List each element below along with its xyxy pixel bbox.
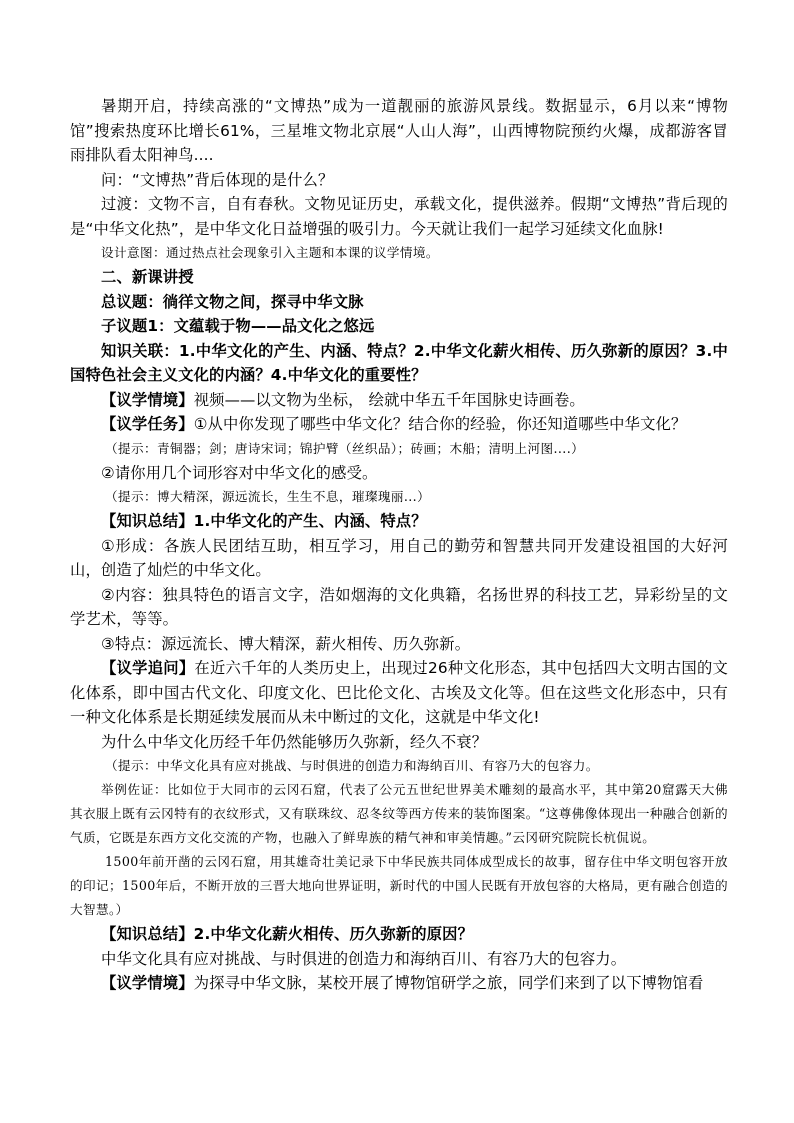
bold-text: 【议学任务】 [101, 415, 194, 433]
paragraph [70, 339, 728, 388]
text-run: 暑期开启，持续高涨的“文博热”成为一道靓丽的旅游风景线。数据显示，6月以来“博物馆”搜索热度环比增长61%，三星堆文物北京展“人山人海”，山西博物院预约火爆，成都游客冒雨排队看太阳神鸟.... [70, 97, 728, 164]
paragraph [70, 509, 728, 534]
text-run: 在近六千年的人类历史上，出现过26种文化形态，其中包括四大文明古国的文化体系，即中国古代文化、印度文化、巴比伦文化、古埃及文化等。但在这些文化形态中，只有一种文化体系是长期延续发展而从未中断过的文化，这就是中华文化! [70, 659, 728, 726]
paragraph [70, 922, 728, 947]
text-run: 为探寻中华文脉，某校开展了博物馆研学之旅，同学们来到了以下博物馆看 [193, 974, 704, 992]
paragraph [70, 971, 728, 996]
text-run: 举例佐证：比如位于大同市的云冈石窟，代表了公元五世纪世界美术雕刻的最高水平，其中第20窟露天大佛其衣服上既有云冈特有的衣纹形式，又有联珠纹、忍冬纹等西方传来的装饰图案。“这尊佛像体现出一种融合创新的气质，它既是东西方文化交流的产物，也融入了鲜卑族的精气神和审美情趣。”云冈研究院院长杭侃说。 [70, 782, 728, 845]
paragraph [70, 314, 728, 339]
paragraph [70, 437, 728, 461]
paragraph [70, 290, 728, 315]
paragraph [70, 583, 728, 632]
text-run: 视频——以文物为坐标， 绘就中华五千年国脉史诗画卷。 [193, 390, 585, 409]
text-run: ①形成：各族人民团结互助，相互学习，用自己的勤劳和智慧共同开发建设祖国的大好河山，创造了灿烂的中华文化。 [70, 536, 728, 579]
lesson-plan-body [70, 94, 728, 996]
paragraph [70, 754, 728, 778]
text-run: 为什么中华文化历经千年仍然能够历久弥新，经久不衰？ [101, 732, 488, 751]
text-run: 过渡：文物不言，自有春秋。文物见证历史，承载文化，提供滋养。假期“文博热”背后现的是“中华文化热”，是中华文化日益增强的吸引力。今天就让我们一起学习延续文化血脉! [70, 195, 728, 238]
text-run: ①从中你发现了哪些中华文化？结合你的经验，你还知道哪些中华文化？ [193, 415, 687, 433]
paragraph [70, 461, 728, 486]
bold-text: 【知识总结】2.中华文化薪火相传、历久弥新的原因？ [101, 925, 474, 943]
text-run: 1500年前开凿的云冈石窟，用其雄奇壮美记录下中华民族共同体成型成长的故事，留存住中华文明包容开放的印记；1500年后，不断开放的三晋大地向世界证明，新时代的中国人民既有开放包容的大格局，更有融合创造的大智慧。） [70, 854, 728, 917]
paragraph [70, 388, 728, 413]
paragraph [70, 241, 728, 265]
text-run: 设计意图：通过热点社会现象引入主题和本课的议学情境。 [101, 245, 439, 260]
bold-text: 【议学情境】 [101, 974, 194, 992]
paragraph [70, 485, 728, 509]
paragraph [70, 168, 728, 193]
paragraph [70, 947, 728, 972]
bold-text: 子议题1：文蕴载于物——品文化之悠远 [101, 317, 375, 335]
text-run: ②内容：独具特色的语言文字，浩如烟海的文化典籍，名扬世界的科技工艺，异彩纷呈的文学艺术，等等。 [70, 585, 728, 628]
paragraph [70, 192, 728, 241]
paragraph [70, 778, 728, 850]
paragraph [70, 534, 728, 583]
paragraph [70, 850, 728, 922]
bold-text: 知识关联：1.中华文化的产生、内涵、特点？2.中华文化薪火相传、历久弥新的原因？3.中国特色社会主义文化的内涵？4.中华文化的重要性？ [70, 341, 728, 384]
paragraph [70, 656, 728, 730]
paragraph [70, 632, 728, 657]
paragraph [70, 94, 728, 168]
paragraph [70, 265, 728, 290]
bold-text: 【议学情境】 [101, 390, 194, 409]
paragraph [70, 412, 728, 437]
text-run: ③特点：源远流长、博大精深，薪火相传、历久弥新。 [101, 634, 471, 653]
bold-text: 总议题：徜徉文物之间，探寻中华文脉 [101, 292, 364, 311]
text-run: （提示：中华文化具有应对挑战、与时俱进的创造力和海纳百川、有容乃大的包容力。 [105, 758, 599, 773]
paragraph [70, 730, 728, 755]
text-run: （提示：博大精深，源远流长，生生不息，璀璨瑰丽...） [105, 489, 431, 504]
bold-text: 【议学追问】 [101, 659, 195, 677]
text-run: 问：“文博热”背后体现的是什么？ [101, 170, 334, 189]
text-run: （提示：青铜器；剑；唐诗宋词；锦护臂（丝织品）；砖画；木船；清明上河图....） [105, 440, 585, 456]
bold-text: 【知识总结】1.中华文化的产生、内涵、特点？ [101, 512, 427, 530]
bold-text: 二、新课讲授 [101, 268, 194, 286]
text-run: ②请你用几个词形容对中华文化的感受。 [101, 463, 378, 482]
text-run: 中华文化具有应对挑战、与时俱进的创造力和海纳百川、有容乃大的包容力。 [101, 949, 627, 968]
